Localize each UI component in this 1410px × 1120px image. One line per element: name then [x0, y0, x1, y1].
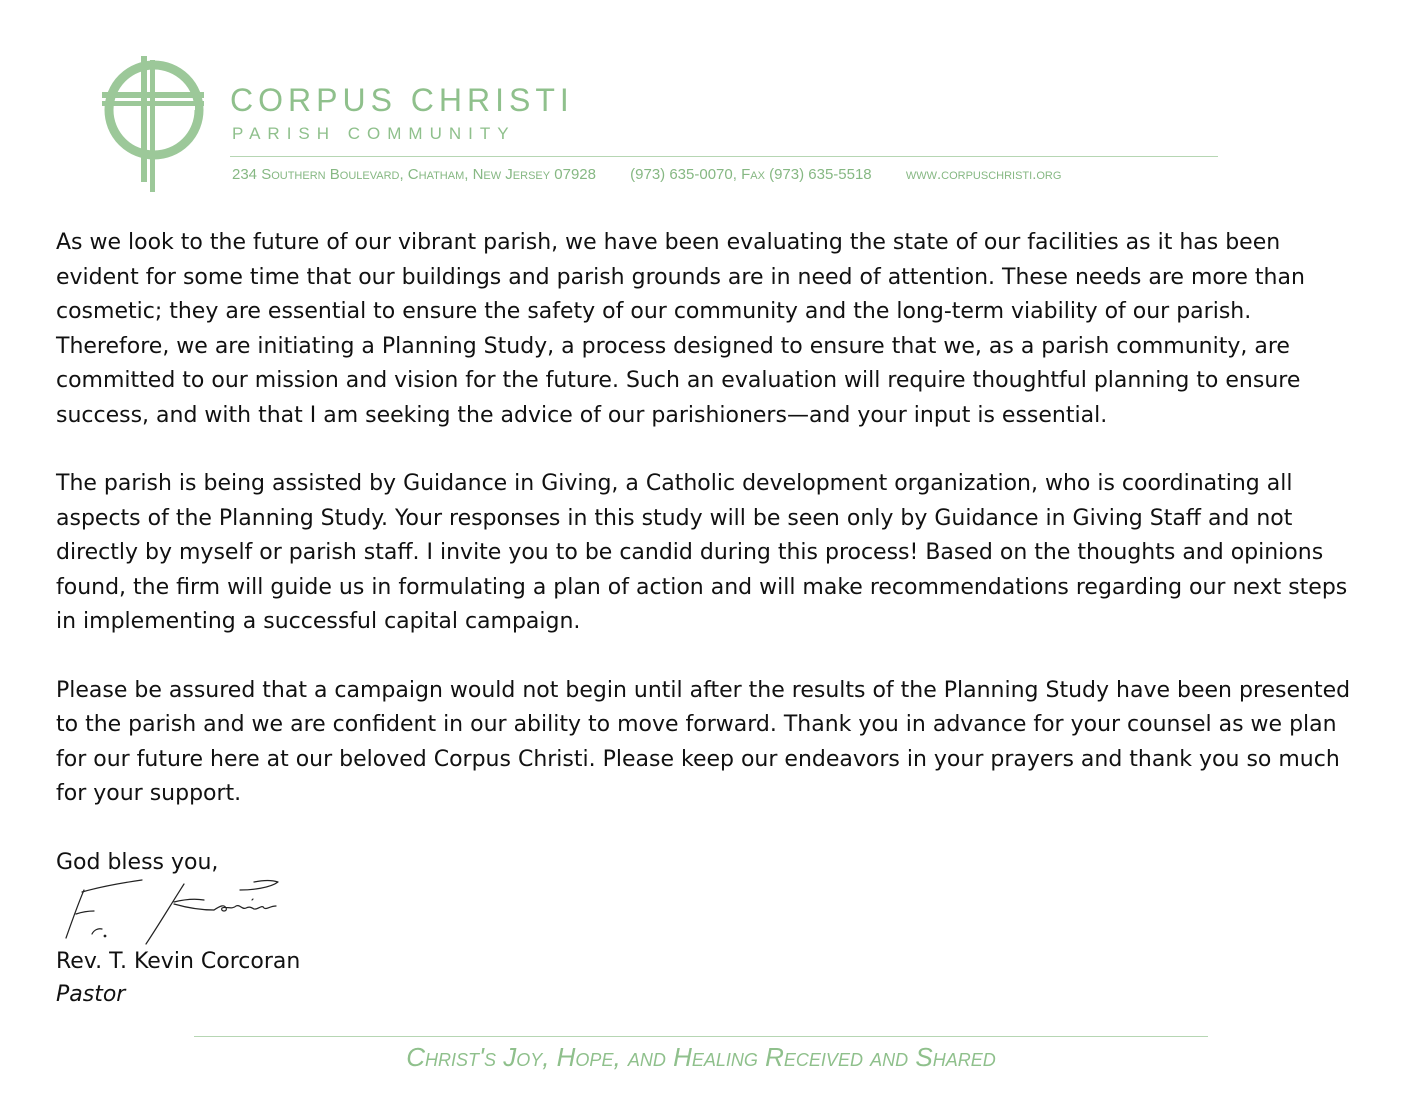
- signer-title: Pastor: [56, 981, 126, 1007]
- letter-body: [56, 226, 1356, 1012]
- closing-salutation: God bless you,: [56, 849, 219, 875]
- signer-name: Rev. T. Kevin Corcoran: [56, 948, 301, 974]
- cross-circle-logo-icon: [98, 54, 208, 194]
- body-paragraph-1: As we look to the future of our vibrant parish, we have been evaluating the state of our facilities as it has been evident for some time that our buildings and parish grounds are in need of attention. These needs are more than cosmetic; they are essential to ensure the safety of our community and the long-term viability of our parish. Therefore, we are initiating a Planning Study, a process designed to ensure that we, as a parish community, are committed to our mission and vision for the future. Such an evaluation will require thoughtful planning to ensure success, and with that I am seeking the advice of our parishioners—and your input is essential.: [56, 230, 1305, 428]
- phone-fax: (973) 635-0070, Fax (973) 635-5518: [630, 166, 872, 183]
- address: 234 Southern Boulevard, Chatham, New Jersey 07928: [232, 166, 596, 183]
- body-paragraph-2: The parish is being assisted by Guidance in Giving, a Catholic development organization, who is coordinating all aspects of the Planning Study. Your responses in this study will be seen only by Guidance in Giving Staff and not directly by myself or parish staff. I invite you to be candid during this process! Based on the thoughts and opinions found, the firm will guide us in formulating a plan of action and will make recommendations regarding our next steps in implementing a successful capital campaign.: [56, 471, 1348, 634]
- organization-subtitle: PARISH COMMUNITY: [232, 124, 516, 143]
- signature: [56, 876, 286, 946]
- organization-name: CORPUS CHRISTI: [230, 82, 574, 118]
- website-link[interactable]: www.corpuschristi.org: [905, 166, 1062, 183]
- header-divider: [230, 156, 1218, 157]
- footer-motto: Christ's Joy, Hope, and Healing Received and Shared: [406, 1042, 996, 1072]
- contact-line: [232, 166, 1222, 183]
- footer-divider: [194, 1036, 1208, 1037]
- body-paragraph-3: Please be assured that a campaign would not begin until after the results of the Planning Study have been presented to the parish and we are confident in our ability to move forward. Thank you in advance for your counsel as we plan for our future here at our beloved Corpus Christi. Please keep our endeavors in your prayers and thank you so much for your support.: [56, 677, 1351, 806]
